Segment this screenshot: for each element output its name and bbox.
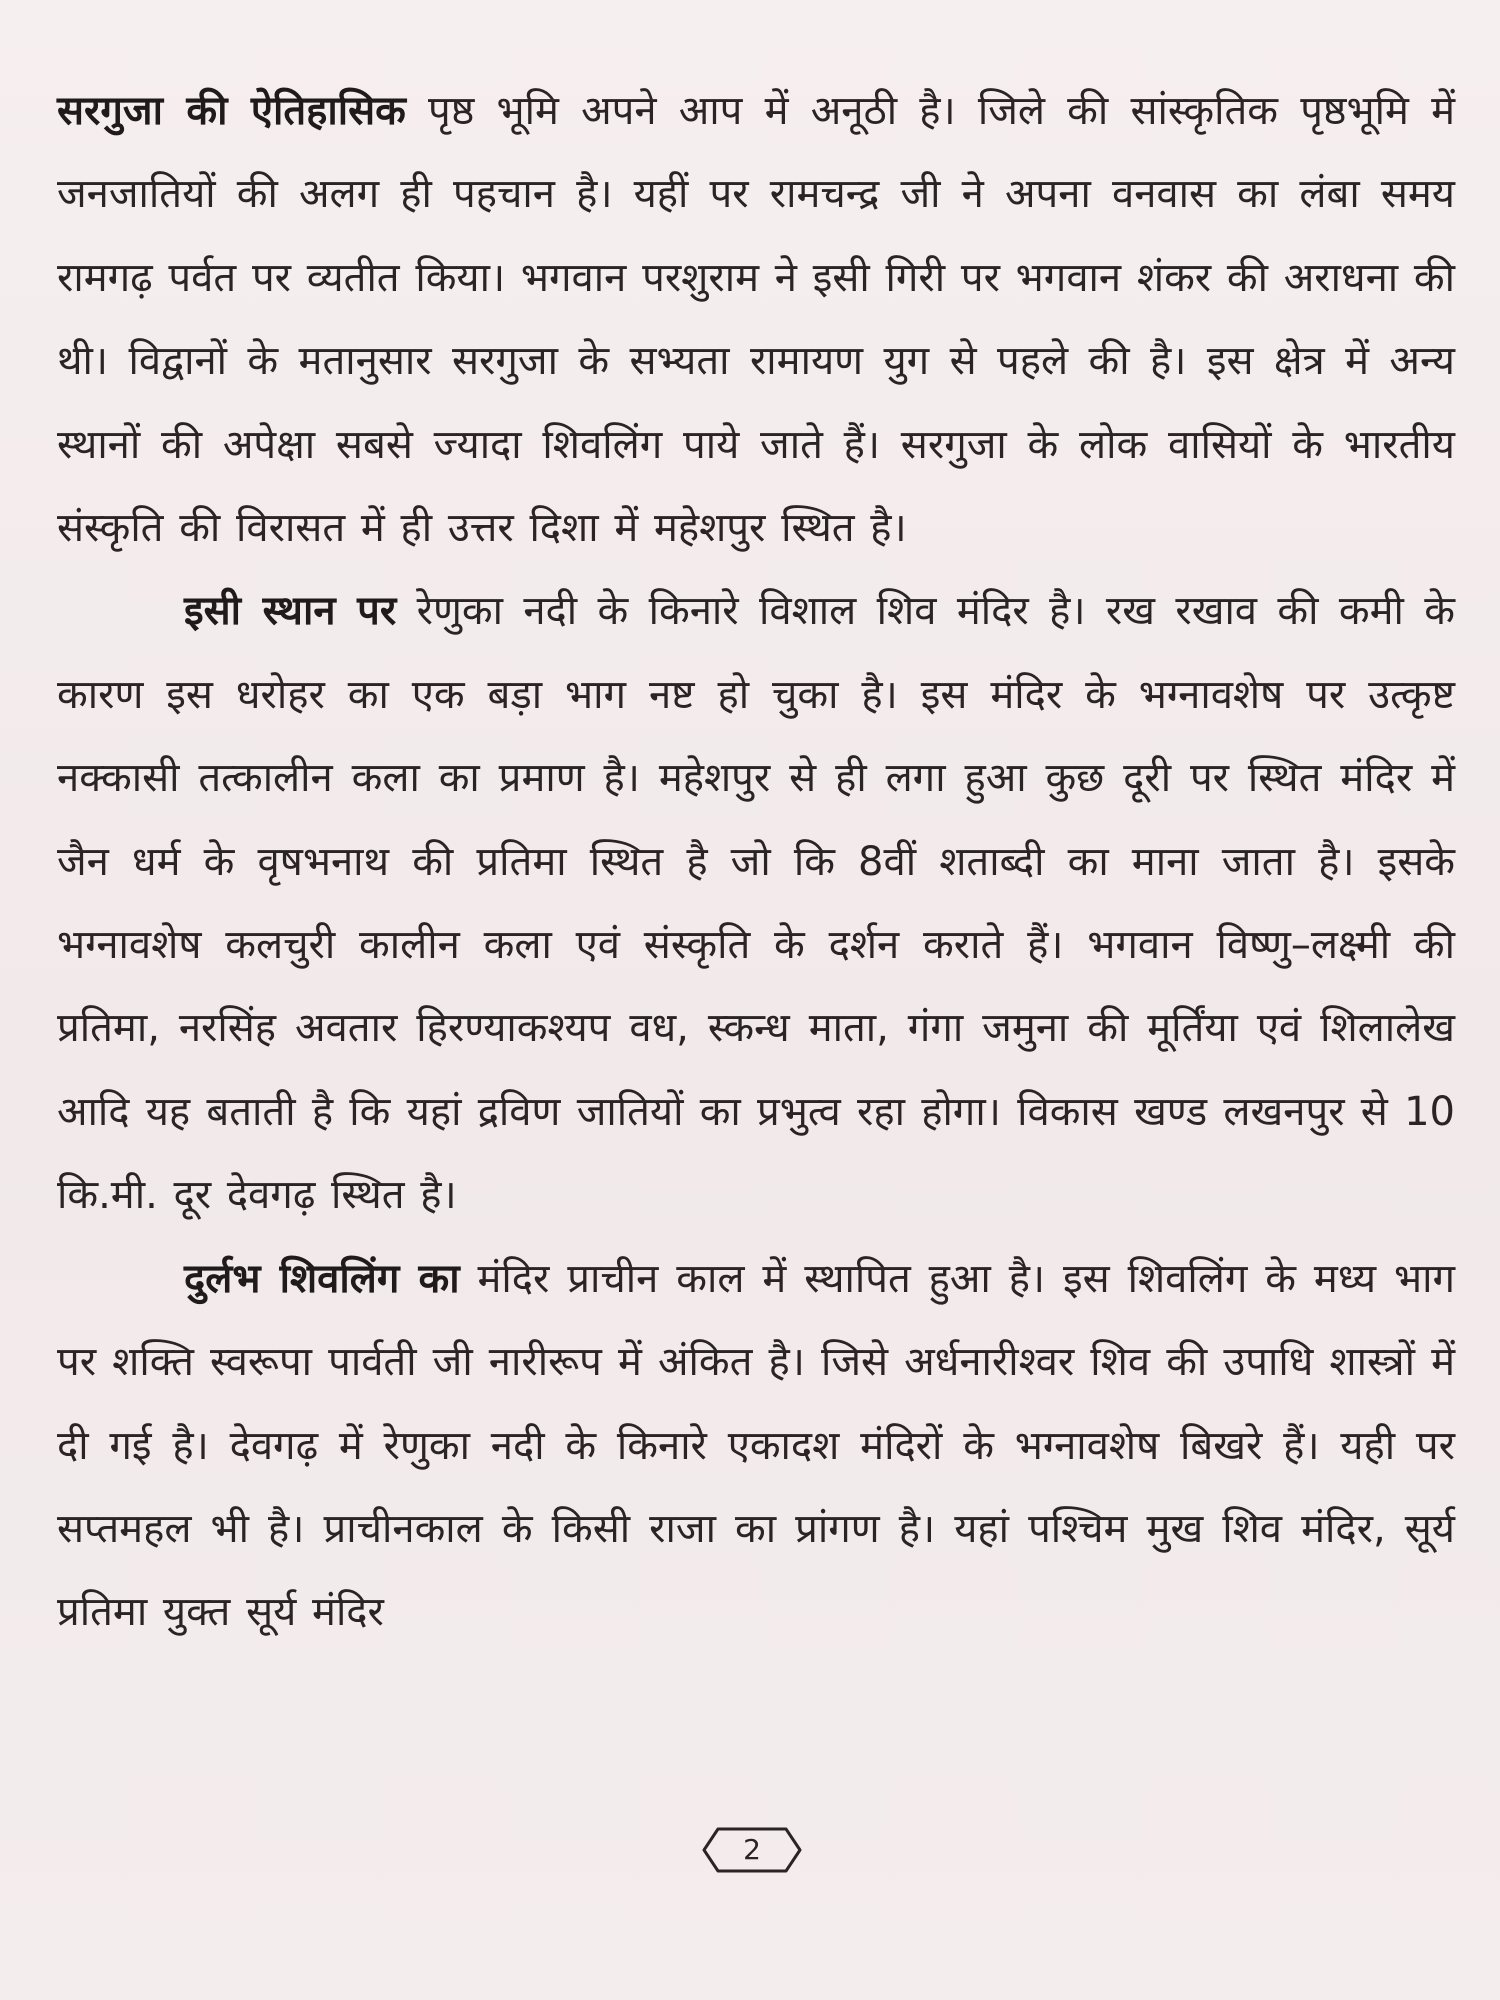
paragraph-2-lead: इसी स्थान पर: [184, 588, 397, 635]
paragraph-3-lead: दुर्लभ शिवलिंग का: [184, 1255, 460, 1302]
paragraph-3: [57, 1238, 1455, 1655]
paragraph-2: [57, 570, 1455, 1237]
page-number-label: 2: [743, 1833, 761, 1866]
paragraph-2-text: रेणुका नदी के किनारे विशाल शिव मंदिर है। रख रखाव की कमी के कारण इस धरोहर का एक बड़ा भाग नष्ट हो चुका है। इस मंदिर के भग्नावशेष पर उत्कृष्ट नक्कासी तत्कालीन कला का प्रमाण है। महेशपुर से ही लगा हुआ कुछ दूरी पर स्थित मंदिर में जैन धर्म के वृषभनाथ की प्रतिमा स्थित है जो कि 8वीं शताब्दी का माना जाता है। इसके भग्नावशेष कलचुरी कालीन कला एवं संस्कृति के दर्शन कराते हैं। भगवान विष्णु–लक्ष्मी की प्रतिमा, नरसिंह अवतार हिरण्याकश्यप वध, स्कन्ध माता, गंगा जमुना की मूर्तिंया एवं शिलालेख आदि यह बताती है कि यहां द्रविण जातियों का प्रभुत्व रहा होगा। विकास खण्ड लखनपुर से 10 कि.मी. दूर देवगढ़ स्थित है।: [57, 588, 1456, 1219]
paragraph-1-text: पृष्ठ भूमि अपने आप में अनूठी है। जिले की सांस्कृतिक पृष्ठभूमि में जनजातियों की अलग ही पहचान है। यहीं पर रामचन्द्र जी ने अपना वनवास का लंबा समय रामगढ़ पर्वत पर व्यतीत किया। भगवान परशुराम ने इसी गिरी पर भगवान शंकर की अराधना की थी। विद्वानों के मतानुसार सरगुजा के सभ्यता रामायण युग से पहले की है। इस क्षेत्र में अन्य स्थानों की अपेक्षा सबसे ज्यादा शिवलिंग पाये जाते हैं। सरगुजा के लोक वासियों के भारतीय संस्कृति की विरासत में ही उत्तर दिशा में महेशपुर स्थित है।: [57, 88, 1455, 552]
body-text: [57, 70, 1455, 1655]
paragraph-1: [57, 70, 1455, 570]
paragraph-3-text: मंदिर प्राचीन काल में स्थापित हुआ है। इस शिवलिंग के मध्य भाग पर शक्ति स्वरूपा पार्वती जी नारीरूप में अंकित है। जिसे अर्धनारीश्वर शिव की उपाधि शास्त्रों में दी गई है। देवगढ़ में रेणुका नदी के किनारे एकादश मंदिरों के भग्नावशेष बिखरे हैं। यही पर सप्तमहल भी है। प्राचीनकाल के किसी राजा का प्रांगण है। यहां पश्चिम मुख शिव मंदिर, सूर्य प्रतिमा युक्त सूर्य मंदिर: [57, 1255, 1455, 1636]
paragraph-1-lead: सरगुजा की ऐतिहासिक: [57, 88, 406, 134]
page-number: [700, 1825, 804, 1875]
